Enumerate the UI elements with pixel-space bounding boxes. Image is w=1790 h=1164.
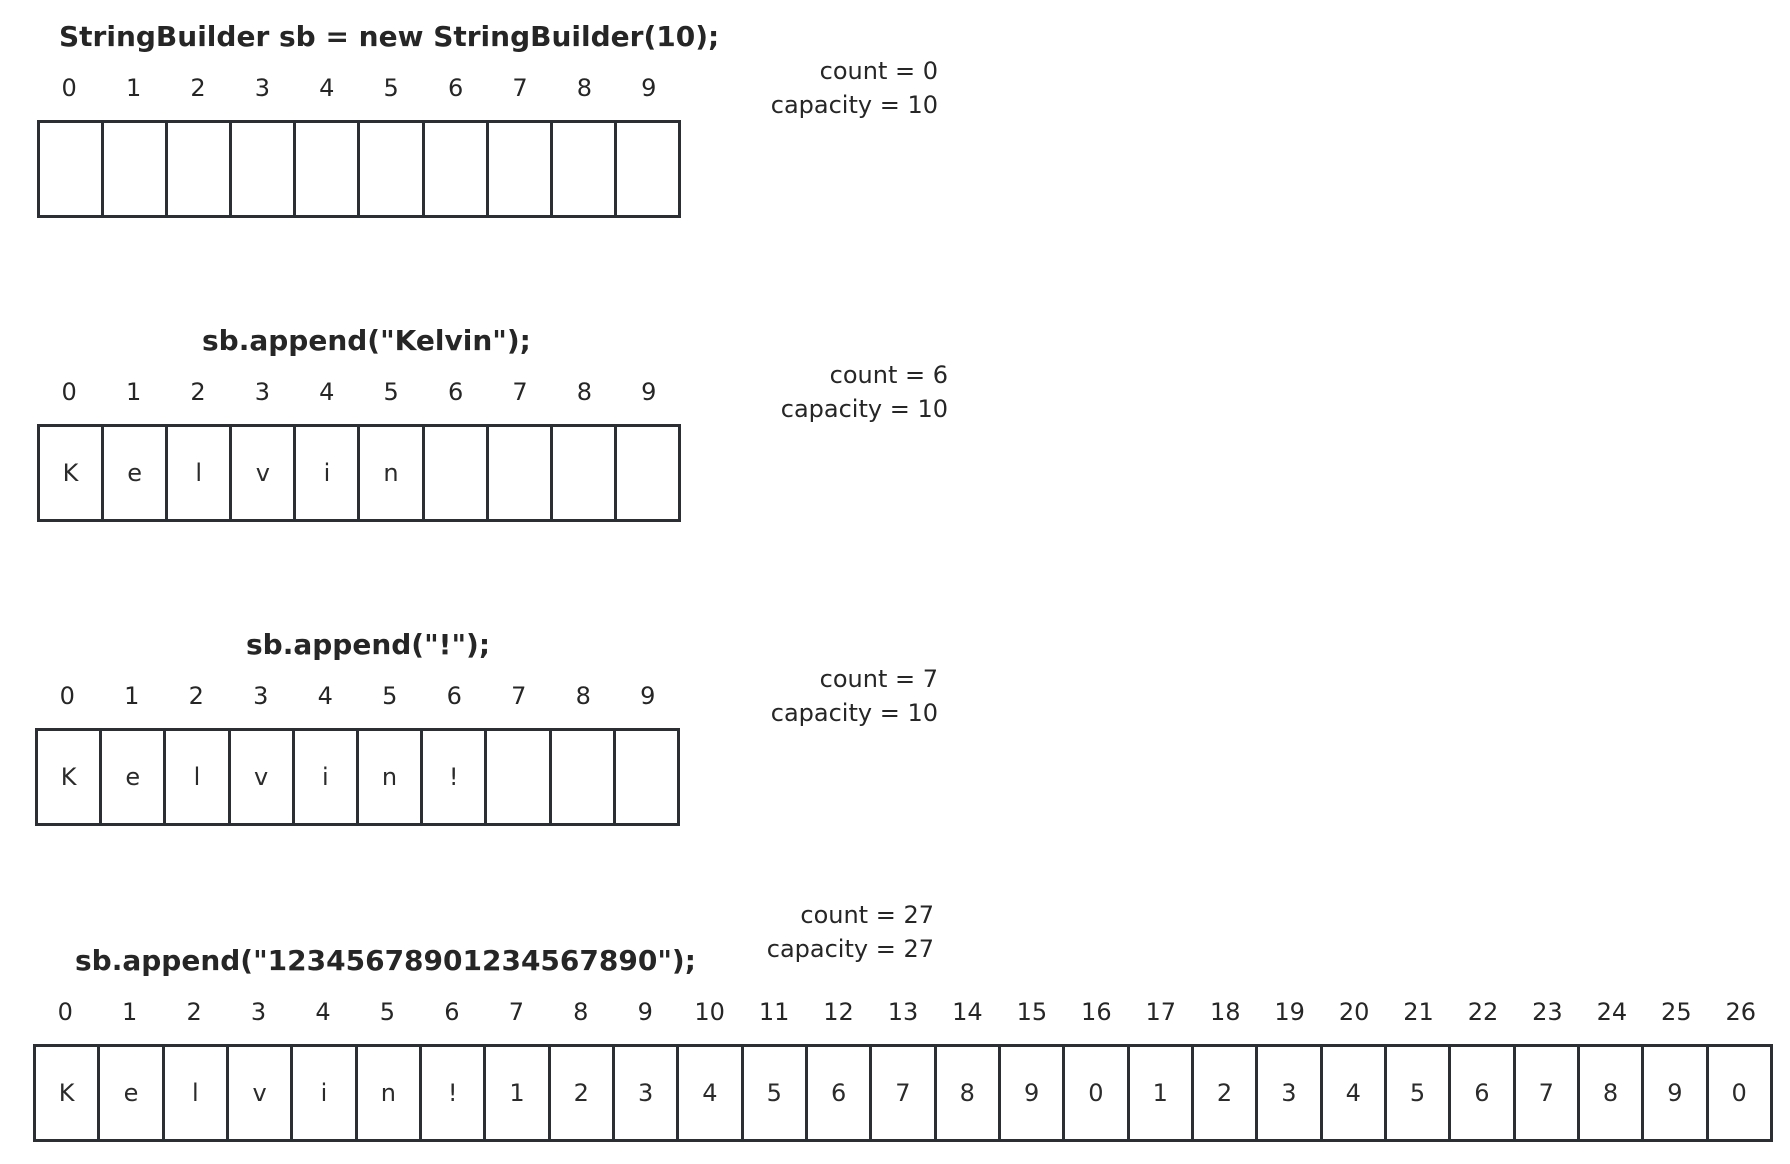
index-label: 3 bbox=[250, 998, 267, 1026]
array-cell: i bbox=[290, 1044, 357, 1142]
step-2-count: count = 6 bbox=[829, 361, 948, 389]
array-cell: 8 bbox=[934, 1044, 1001, 1142]
index-label: 6 bbox=[447, 74, 464, 102]
index-label: 4 bbox=[319, 378, 335, 406]
array-cell bbox=[37, 120, 104, 218]
step-2-array bbox=[37, 424, 681, 522]
index-label: 22 bbox=[1467, 998, 1499, 1026]
array-cell bbox=[229, 120, 296, 218]
step-2-capacity: capacity = 10 bbox=[780, 395, 948, 423]
step-1-code: StringBuilder sb = new StringBuilder(10); bbox=[59, 20, 720, 53]
step-1-info bbox=[771, 54, 938, 122]
array-cell bbox=[357, 120, 424, 218]
index-label: 14 bbox=[952, 998, 983, 1026]
array-cell: 3 bbox=[612, 1044, 679, 1142]
array-cell bbox=[165, 120, 232, 218]
index-label: 0 bbox=[61, 378, 77, 406]
step-3-array bbox=[35, 728, 680, 826]
index-label: 7 bbox=[512, 74, 528, 102]
array-cell: 4 bbox=[676, 1044, 743, 1142]
index-label: 1 bbox=[124, 682, 140, 710]
index-label: 0 bbox=[61, 74, 77, 102]
index-label: 4 bbox=[317, 682, 333, 710]
array-cell: 5 bbox=[741, 1044, 808, 1142]
array-cell: n bbox=[356, 728, 423, 826]
step-3-capacity: capacity = 10 bbox=[770, 699, 938, 727]
array-cell bbox=[486, 424, 553, 522]
array-cell bbox=[486, 120, 553, 218]
index-label: 24 bbox=[1596, 998, 1628, 1026]
array-cell bbox=[422, 424, 489, 522]
array-cell: ! bbox=[419, 1044, 486, 1142]
array-cell: e bbox=[97, 1044, 164, 1142]
step-1-capacity: capacity = 10 bbox=[770, 91, 938, 119]
array-cell: K bbox=[35, 728, 102, 826]
step-4-array bbox=[33, 1044, 1773, 1142]
array-cell: i bbox=[293, 424, 360, 522]
step-4-code: sb.append("12345678901234567890"); bbox=[75, 944, 696, 977]
array-cell: 1 bbox=[1127, 1044, 1194, 1142]
index-label: 26 bbox=[1725, 998, 1757, 1026]
index-label: 5 bbox=[383, 378, 399, 406]
index-label: 13 bbox=[887, 998, 919, 1026]
index-label: 5 bbox=[382, 682, 398, 710]
index-label: 21 bbox=[1403, 998, 1434, 1026]
index-label: 9 bbox=[641, 378, 657, 406]
step-3-count: count = 7 bbox=[819, 665, 938, 693]
index-label: 2 bbox=[190, 378, 206, 406]
array-cell bbox=[484, 728, 551, 826]
array-cell bbox=[550, 120, 617, 218]
step-4-capacity: capacity = 27 bbox=[766, 935, 934, 963]
index-label: 1 bbox=[122, 998, 138, 1026]
index-label: 8 bbox=[575, 682, 591, 710]
index-label: 5 bbox=[383, 74, 399, 102]
index-label: 7 bbox=[511, 682, 527, 710]
step-4-count: count = 27 bbox=[800, 901, 934, 929]
index-label: 4 bbox=[315, 998, 331, 1026]
index-label: 2 bbox=[190, 74, 206, 102]
index-label: 8 bbox=[576, 378, 593, 406]
index-label: 19 bbox=[1274, 998, 1305, 1026]
index-label: 16 bbox=[1081, 998, 1112, 1026]
index-label: 2 bbox=[186, 998, 202, 1026]
index-label: 0 bbox=[57, 998, 73, 1026]
index-label: 12 bbox=[823, 998, 854, 1026]
index-label: 17 bbox=[1145, 998, 1177, 1026]
array-cell: 0 bbox=[1062, 1044, 1129, 1142]
array-cell bbox=[293, 120, 360, 218]
index-label: 15 bbox=[1016, 998, 1048, 1026]
array-cell: 7 bbox=[1513, 1044, 1580, 1142]
index-label: 3 bbox=[254, 74, 271, 102]
array-cell: 7 bbox=[869, 1044, 936, 1142]
array-cell: 9 bbox=[998, 1044, 1065, 1142]
index-label: 7 bbox=[512, 378, 528, 406]
array-cell bbox=[101, 120, 168, 218]
array-cell bbox=[614, 424, 681, 522]
array-cell: 4 bbox=[1320, 1044, 1387, 1142]
array-cell bbox=[422, 120, 489, 218]
array-cell: v bbox=[226, 1044, 293, 1142]
array-cell: K bbox=[33, 1044, 100, 1142]
array-cell: 6 bbox=[1448, 1044, 1515, 1142]
array-cell: l bbox=[163, 728, 230, 826]
array-cell: 2 bbox=[1191, 1044, 1258, 1142]
array-cell: 9 bbox=[1641, 1044, 1708, 1142]
step-4-info bbox=[767, 898, 934, 966]
index-label: 7 bbox=[508, 998, 524, 1026]
array-cell: 8 bbox=[1577, 1044, 1644, 1142]
index-label: 6 bbox=[446, 682, 462, 710]
index-label: 2 bbox=[188, 682, 204, 710]
array-cell: 0 bbox=[1706, 1044, 1773, 1142]
index-label: 6 bbox=[444, 998, 460, 1026]
index-label: 6 bbox=[447, 378, 464, 406]
array-cell: 5 bbox=[1384, 1044, 1451, 1142]
index-label: 11 bbox=[758, 998, 790, 1026]
step-1-count: count = 0 bbox=[819, 57, 938, 85]
step-3-code: sb.append("!"); bbox=[246, 628, 491, 661]
array-cell: n bbox=[357, 424, 424, 522]
step-2-code: sb.append("Kelvin"); bbox=[202, 324, 531, 357]
index-label: 0 bbox=[59, 682, 75, 710]
array-cell bbox=[549, 728, 616, 826]
index-label: 9 bbox=[640, 682, 656, 710]
step-3-info bbox=[771, 662, 938, 730]
array-cell: v bbox=[228, 728, 295, 826]
array-cell: n bbox=[355, 1044, 422, 1142]
index-label: 9 bbox=[637, 998, 653, 1026]
index-label: 3 bbox=[253, 682, 269, 710]
array-cell: K bbox=[37, 424, 104, 522]
array-cell: 2 bbox=[548, 1044, 615, 1142]
step-1-array bbox=[37, 120, 681, 218]
array-cell: 3 bbox=[1255, 1044, 1322, 1142]
index-label: 25 bbox=[1661, 998, 1692, 1026]
index-label: 5 bbox=[379, 998, 396, 1026]
array-cell: e bbox=[101, 424, 168, 522]
index-label: 9 bbox=[641, 74, 657, 102]
index-label: 1 bbox=[125, 74, 142, 102]
index-label: 10 bbox=[694, 998, 725, 1026]
array-cell: e bbox=[99, 728, 166, 826]
array-cell bbox=[613, 728, 680, 826]
array-cell bbox=[614, 120, 681, 218]
index-label: 23 bbox=[1532, 998, 1563, 1026]
array-cell: l bbox=[165, 424, 232, 522]
step-2-info bbox=[781, 358, 948, 426]
array-cell: l bbox=[162, 1044, 229, 1142]
index-label: 1 bbox=[125, 378, 142, 406]
index-label: 18 bbox=[1209, 998, 1241, 1026]
array-cell: ! bbox=[420, 728, 487, 826]
index-label: 20 bbox=[1338, 998, 1370, 1026]
array-cell: 6 bbox=[805, 1044, 872, 1142]
array-cell: i bbox=[292, 728, 359, 826]
index-label: 8 bbox=[573, 998, 589, 1026]
array-cell: v bbox=[229, 424, 296, 522]
array-cell: 1 bbox=[483, 1044, 550, 1142]
index-label: 3 bbox=[254, 378, 271, 406]
index-label: 4 bbox=[319, 74, 335, 102]
index-label: 8 bbox=[576, 74, 593, 102]
array-cell bbox=[550, 424, 617, 522]
